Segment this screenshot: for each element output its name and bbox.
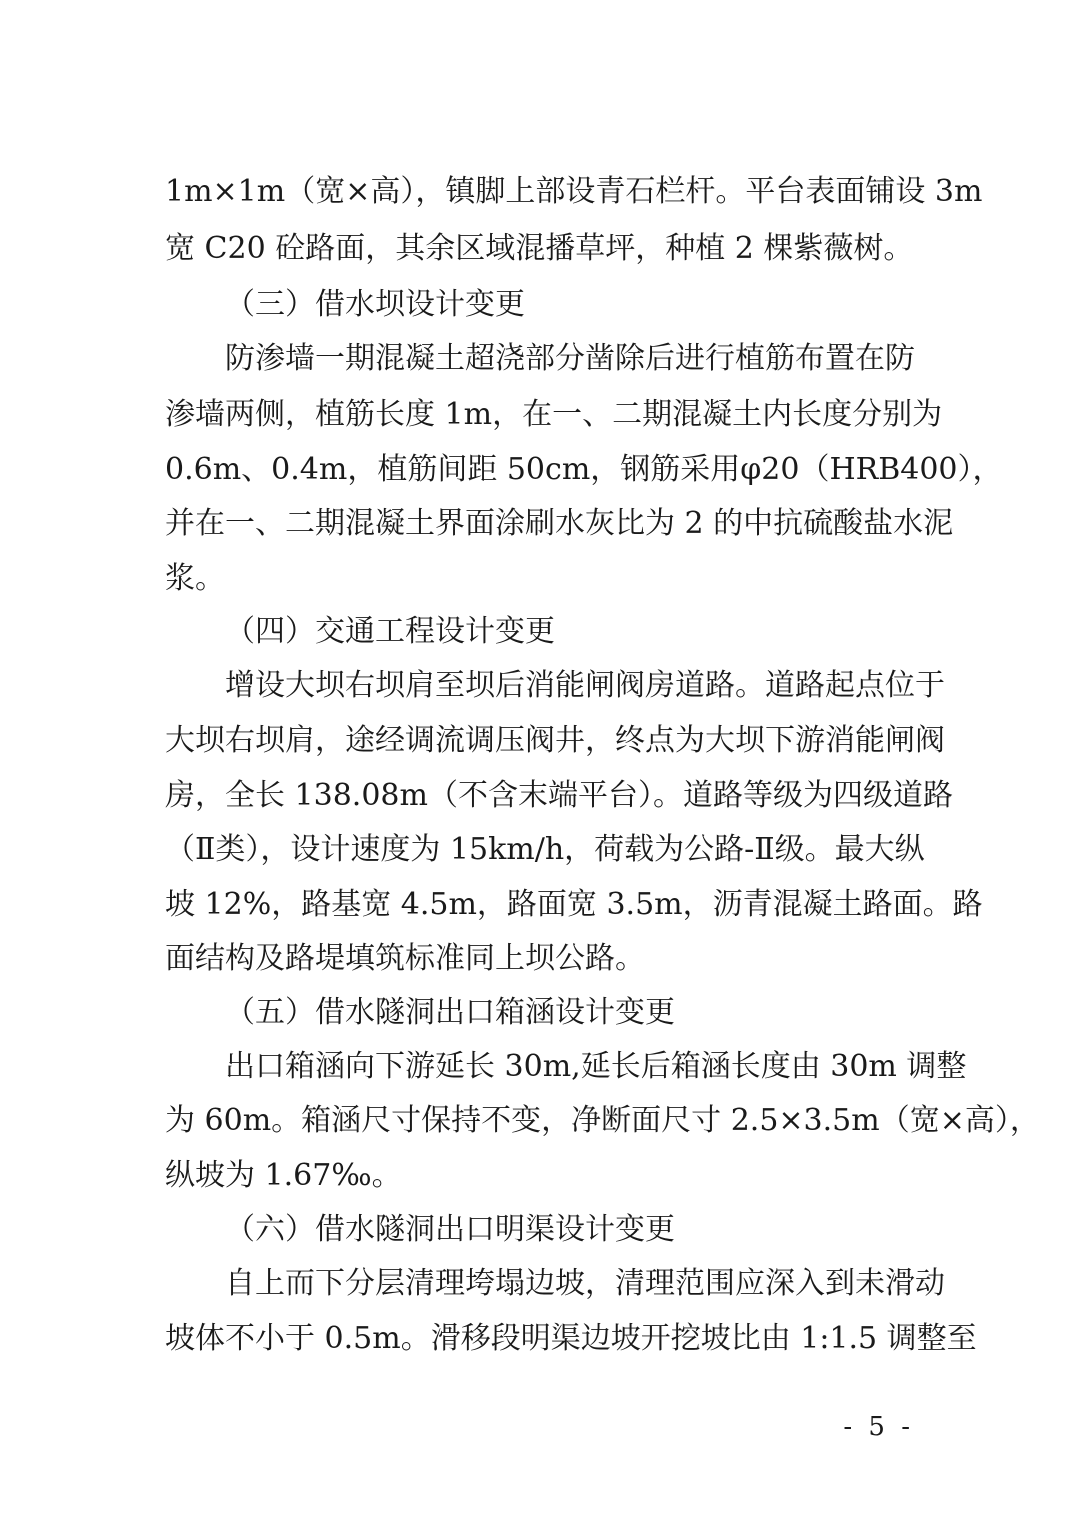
body-line: 1m×1m（宽×高），镇脚上部设青石栏杆。平台表面铺设 3m <box>165 174 983 209</box>
body-line: 纵坡为 1.67‰。 <box>165 1158 402 1193</box>
body-line: 增设大坝右坝肩至坝后消能闸阀房道路。道路起点位于 <box>225 668 945 703</box>
body-line: 为 60m。箱涵尺寸保持不变，净断面尺寸 2.5×3.5m（宽×高）， <box>165 1103 1040 1138</box>
body-line: （Ⅱ类），设计速度为 15km/h，荷载为公路-Ⅱ级。最大纵 <box>165 832 925 867</box>
body-line: 防渗墙一期混凝土超浇部分凿除后进行植筋布置在防 <box>225 341 915 376</box>
section-heading-6: （六）借水隧洞出口明渠设计变更 <box>225 1212 675 1247</box>
body-line: 出口箱涵向下游延长 30m,延长后箱涵长度由 30m 调整 <box>225 1049 967 1084</box>
body-line: 坡 12%，路基宽 4.5m，路面宽 3.5m，沥青混凝土路面。路 <box>165 887 983 922</box>
body-line: 大坝右坝肩，途经调流调压阀井，终点为大坝下游消能闸阀 <box>165 723 945 758</box>
section-heading-3: （三）借水坝设计变更 <box>225 287 525 322</box>
body-line: 自上而下分层清理垮塌边坡，清理范围应深入到未滑动 <box>225 1266 945 1301</box>
body-line: 面结构及路堤填筑标准同上坝公路。 <box>165 941 645 976</box>
section-heading-4: （四）交通工程设计变更 <box>225 614 555 649</box>
section-heading-5: （五）借水隧洞出口箱涵设计变更 <box>225 995 675 1030</box>
body-line: 坡体不小于 0.5m。滑移段明渠边坡开挖坡比由 1:1.5 调整至 <box>165 1321 977 1356</box>
body-line: 0.6m、0.4m，植筋间距 50cm，钢筋采用φ20（HRB400）， <box>165 452 1003 487</box>
body-line: 并在一、二期混凝土界面涂刷水灰比为 2 的中抗硫酸盐水泥 <box>165 506 954 541</box>
body-line: 渗墙两侧，植筋长度 1m，在一、二期混凝土内长度分别为 <box>165 397 943 432</box>
page-number: - 5 - <box>843 1412 914 1442</box>
body-line: 浆。 <box>165 561 225 596</box>
body-line: 宽 C20 砼路面，其余区域混播草坪，种植 2 棵紫薇树。 <box>165 231 914 266</box>
body-line: 房，全长 138.08m（不含末端平台）。道路等级为四级道路 <box>165 778 953 813</box>
